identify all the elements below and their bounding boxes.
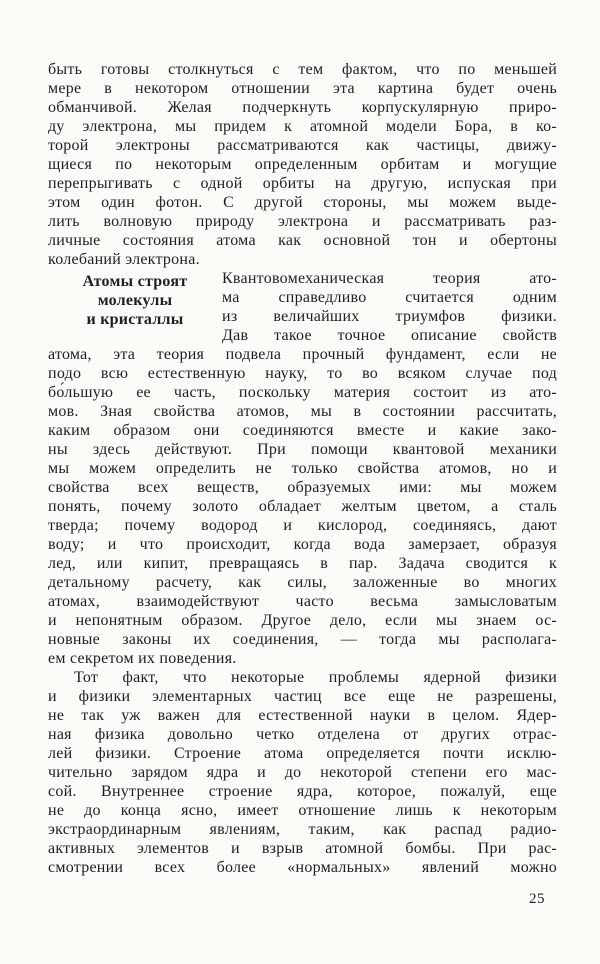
section-heading-line: молекулы (97, 292, 173, 309)
text-line: новные законы их соединения, — тогда мы располага- (48, 631, 557, 648)
text-line: чительно зарядом ядра и до некоторой степени его мас- (48, 764, 557, 781)
text-line: и физики элементарных частиц все еще не разрешены, (48, 688, 557, 705)
text-line: колебаний электрона. (48, 251, 200, 268)
text-line: сой. Внутреннее строение ядра, которое, пожалуй, еще (48, 783, 557, 800)
text-line: воду; и что происходит, когда вода замерзает, образуя (48, 536, 557, 553)
text-line: подо всю естественную науку, то во всяком случае под (48, 365, 557, 382)
text-line: не до конца ясно, имеет отношение лишь к некоторым (48, 802, 557, 819)
text-line: и непонятным образом. Другое дело, если мы знаем ос- (48, 612, 557, 629)
text-line: Тот факт, что некоторые проблемы ядерной физики (74, 669, 557, 686)
text-line: Квантовомеханическая теория ато- (222, 270, 557, 287)
page-number: 25 (529, 891, 545, 907)
text-line: мере в некотором отношении эта картина будет очень (48, 80, 557, 97)
text-line: обманчивой. Желая подчеркнуть корпускулярную приро- (48, 99, 557, 116)
text-line: понять, почему золото обладает желтым цветом, а сталь (48, 498, 557, 515)
text-line: перепрыгивать с одной орбиты на другую, испуская при (48, 175, 557, 192)
paragraph-continuation (48, 60, 557, 269)
section-atoms-build (48, 269, 557, 668)
text-line: детальному расчету, как силы, заложенные во многих (48, 574, 557, 591)
text-line: ем секретом их поведения. (48, 650, 237, 667)
text-line: не так уж важен для естественной науки в целом. Ядер- (48, 707, 557, 724)
text-line: свойства всех веществ, образуемых ими: мы можем (48, 479, 557, 496)
text-line: лей физики. Строение атома определяется почти исклю- (48, 745, 557, 762)
text-line: мы можем определить не только свойства атомов, но и (48, 460, 557, 477)
paragraph-nuclear-physics (48, 668, 557, 877)
text-line: из величайших триумфов физики. (222, 308, 557, 325)
text-line: каким образом они соединяются вместе и какие зако- (48, 422, 557, 439)
text-line: ду электрона, мы придем к атомной модели Бора, в ко- (48, 118, 557, 135)
text-line: ма справедливо считается одним (222, 289, 557, 306)
text-line: торой электроны рассматриваются как частицы, движу- (48, 137, 557, 154)
text-line: тверда; почему водород и кислород, соединяясь, дают (48, 517, 557, 534)
text-line: щиеся по некоторым определенным орбитам и могущие (48, 156, 557, 173)
text-line: личные состояния атома как основной тон и обертоны (48, 232, 557, 249)
text-line: смотрении всех более «нормальных» явлений можно (48, 859, 557, 876)
section-heading-line: и кристаллы (86, 311, 184, 328)
text-line: этом один фотон. С другой стороны, мы можем выде- (48, 194, 557, 211)
text-line: активных элементов и взрыв атомной бомбы. При рас- (48, 840, 557, 857)
text-line: мов. Зная свойства атомов, мы в состоянии рассчитать, (48, 403, 557, 420)
text-line: Дав такое точное описание свойств (222, 327, 557, 344)
section-heading-line: Атомы строят (82, 273, 188, 290)
text-line: лед, или кипит, превращаясь в пар. Задача сводится к (48, 555, 557, 572)
section-heading (48, 269, 222, 344)
text-line: экстраординарным явлениям, таким, как распад радио- (48, 821, 557, 838)
text-line: быть готовы столкнуться с тем фактом, что по меньшей (48, 61, 557, 78)
text-line: ная физика довольно четко отделена от других отрас- (48, 726, 557, 743)
text-line: бо́льшую ее часть, поскольку материя состоит из ато- (48, 384, 557, 401)
text-line: атомах, взаимодействуют часто весьма замысловатым (48, 593, 557, 610)
text-line: атома, эта теория подвела прочный фундамент, если не (48, 346, 557, 363)
text-line: лить волновую природу электрона и рассматривать раз- (48, 213, 557, 230)
text-line: ны здесь действуют. При помощи квантовой механики (48, 441, 557, 458)
